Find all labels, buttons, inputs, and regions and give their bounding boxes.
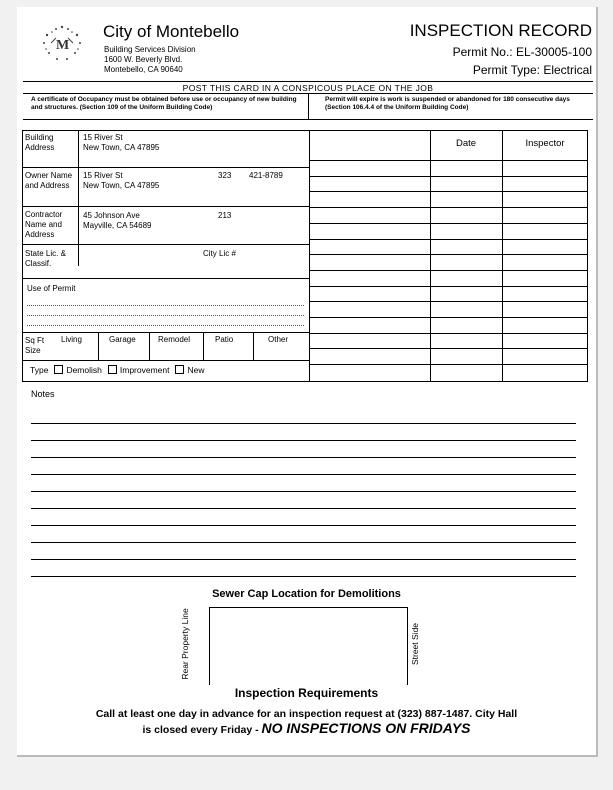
divider xyxy=(430,130,431,382)
divider xyxy=(22,360,310,361)
notes-label: Notes xyxy=(31,389,55,399)
notes-line[interactable] xyxy=(31,474,576,475)
city-license-label: City Lic # xyxy=(203,249,236,258)
type-label: Type xyxy=(30,365,49,375)
inspection-card xyxy=(17,7,598,757)
divider xyxy=(23,81,593,82)
divider xyxy=(308,93,309,119)
divider xyxy=(23,119,593,120)
sqft-living: Living xyxy=(61,335,82,344)
inspector-header: Inspector xyxy=(525,138,565,149)
street-side-label: Street Side xyxy=(410,622,420,666)
divider xyxy=(22,206,310,207)
inspection-row-line xyxy=(309,348,588,349)
owner-area-code: 323 xyxy=(218,171,232,180)
expiry-notice: Permit will expire is work is suspended or abandoned for 180 consecutive days (Section 106.4.4 of the Uniform Building Code) xyxy=(325,96,570,111)
inspection-row-line xyxy=(309,270,588,271)
use-of-permit-line xyxy=(27,315,304,316)
use-of-permit-label: Use of Permit xyxy=(27,284,76,293)
address-line-2: Montebello, CA 90640 xyxy=(104,65,183,74)
notes-line[interactable] xyxy=(31,559,576,560)
sqft-patio: Patio xyxy=(215,335,234,344)
city-name: City of Montebello xyxy=(103,22,240,41)
improvement-checkbox[interactable] xyxy=(108,365,117,374)
sewer-diagram xyxy=(209,607,408,685)
rear-property-line-label: Rear Property Line xyxy=(180,608,190,680)
notes-line[interactable] xyxy=(31,457,576,458)
inspection-row-line xyxy=(309,254,588,255)
divider xyxy=(149,332,150,360)
divider xyxy=(22,332,310,333)
notes-line[interactable] xyxy=(31,491,576,492)
division: Building Services Division xyxy=(104,45,196,54)
requirements-line-2-wrap xyxy=(17,720,596,738)
divider xyxy=(22,244,310,245)
building-address-line-1: 15 River St xyxy=(83,133,123,142)
divider xyxy=(78,130,79,266)
date-header: Date xyxy=(455,138,477,149)
owner-address-line-2: New Town, CA 47895 xyxy=(83,181,160,190)
sqft-remodel: Remodel xyxy=(158,335,191,344)
use-of-permit-line xyxy=(27,305,304,306)
notes-line[interactable] xyxy=(31,525,576,526)
notes-line[interactable] xyxy=(31,576,576,577)
divider xyxy=(22,167,310,168)
divider xyxy=(22,278,310,279)
owner-address-line-1: 15 River St xyxy=(83,171,123,180)
sqft-garage: Garage xyxy=(109,335,136,344)
inspection-row-line xyxy=(309,286,588,287)
state-license-label: State Lic. & Classif. xyxy=(25,249,66,268)
inspection-row-line xyxy=(309,364,588,365)
sqft-label: Sq Ft Size xyxy=(25,336,45,355)
inspection-row-line xyxy=(309,160,588,161)
city-seal-logo xyxy=(37,21,87,67)
requirements-line-2: is closed every Friday - xyxy=(142,724,262,736)
new-label: New xyxy=(187,365,205,375)
building-address-label: Building Address xyxy=(25,133,55,152)
demolish-checkbox[interactable] xyxy=(54,365,63,374)
inspection-row-line xyxy=(309,239,588,240)
notes-line[interactable] xyxy=(31,508,576,509)
inspection-row-line xyxy=(309,223,588,224)
notes-line[interactable] xyxy=(31,440,576,441)
demolish-label: Demolish xyxy=(66,365,102,375)
page-title: INSPECTION RECORD xyxy=(409,21,592,40)
no-friday-inspections: NO INSPECTIONS ON FRIDAYS xyxy=(261,720,471,736)
address-line-1: 1600 W. Beverly Blvd. xyxy=(104,55,183,64)
requirements-line-1: Call at least one day in advance for an inspection request at (323) 887-1487. City Hall xyxy=(95,708,518,720)
type-row xyxy=(30,365,205,375)
contractor-address-line-2: Mayville, CA 54689 xyxy=(83,221,152,230)
occupancy-notice: A certificate of Occupancy must be obtained before use or occupancy of new building and structures. (Section 109 of the Uniform Building Code) xyxy=(31,96,297,111)
contractor-address-line-1: 45 Johnson Ave xyxy=(83,211,140,220)
divider xyxy=(502,130,503,382)
inspection-row-line xyxy=(309,333,588,334)
sewer-title: Sewer Cap Location for Demolitions xyxy=(212,588,401,600)
notes-line[interactable] xyxy=(31,423,576,424)
notes-line[interactable] xyxy=(31,542,576,543)
requirements-title: Inspection Requirements xyxy=(234,686,379,700)
inspection-row-line xyxy=(309,176,588,177)
divider xyxy=(253,332,254,360)
owner-phone: 421-8789 xyxy=(249,171,283,180)
new-checkbox[interactable] xyxy=(175,365,184,374)
svg-text:M: M xyxy=(56,38,70,53)
permit-number: Permit No.: EL-30005-100 xyxy=(452,45,592,59)
divider xyxy=(203,332,204,360)
post-notice: POST THIS CARD IN A CONSPICOUS PLACE ON THE JOB xyxy=(182,83,434,93)
use-of-permit-line xyxy=(27,325,304,326)
improvement-label: Improvement xyxy=(119,365,170,375)
divider xyxy=(98,332,99,360)
contractor-area-code: 213 xyxy=(218,211,232,220)
owner-label: Owner Name and Address xyxy=(25,171,73,190)
permit-type: Permit Type: Electrical xyxy=(472,63,592,77)
sqft-other: Other xyxy=(268,335,289,344)
inspection-log-table xyxy=(309,130,588,382)
inspection-row-line xyxy=(309,207,588,208)
contractor-label: Contractor Name and Address xyxy=(25,210,63,239)
inspection-row-line xyxy=(309,317,588,318)
inspection-row-line xyxy=(309,191,588,192)
building-address-line-2: New Town, CA 47895 xyxy=(83,143,160,152)
inspection-row-line xyxy=(309,301,588,302)
